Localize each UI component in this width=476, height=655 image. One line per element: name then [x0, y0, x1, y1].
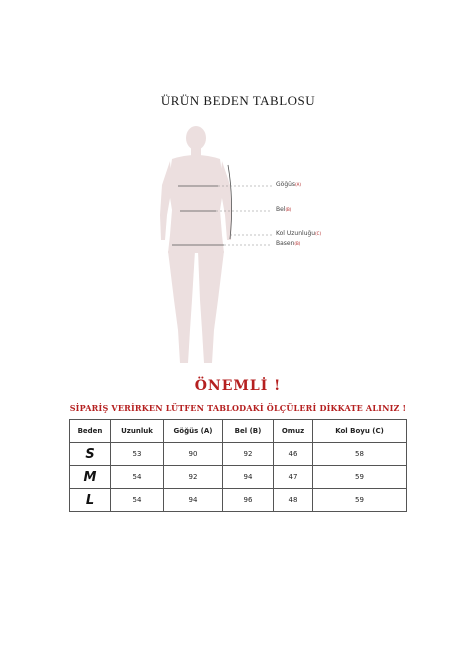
- table-cell: 90: [164, 443, 223, 466]
- table-cell: 94: [223, 466, 274, 489]
- page-title: ÜRÜN BEDEN TABLOSU: [160, 93, 316, 108]
- table-cell: 59: [313, 466, 407, 489]
- table-cell: 92: [223, 443, 274, 466]
- table-cell: 59: [313, 489, 407, 512]
- important-heading: ÖNEMLİ !: [194, 378, 282, 394]
- size-cell: S: [70, 443, 111, 466]
- table-row: [70, 489, 407, 512]
- table-row: [70, 466, 407, 489]
- table-header-row: [70, 420, 407, 443]
- measurement-label-hip: Basen(B): [276, 240, 301, 247]
- table-cell: 54: [111, 489, 164, 512]
- column-header: Kol Boyu (C): [313, 420, 407, 443]
- table-cell: 54: [111, 466, 164, 489]
- silhouette-icon: [160, 126, 232, 363]
- table-cell: 46: [274, 443, 313, 466]
- table-cell: 96: [223, 489, 274, 512]
- measurement-label-waist: Bel(B): [276, 206, 292, 213]
- table-cell: 53: [111, 443, 164, 466]
- size-table: [69, 419, 407, 512]
- table-row: [70, 443, 407, 466]
- column-header: Bel (B): [223, 420, 274, 443]
- table-cell: 94: [164, 489, 223, 512]
- measurement-label-chest: Göğüs(A): [276, 181, 301, 188]
- column-header: Beden: [70, 420, 111, 443]
- order-warning-text: SİPARİŞ VERİRKEN LÜTFEN TABLODAKİ ÖLÇÜLERİ DİKKATE ALINIZ !: [69, 403, 407, 413]
- measurement-label-sleeve: Kol Uzunluğu(C): [276, 230, 322, 237]
- column-header: Omuz: [274, 420, 313, 443]
- size-cell: L: [70, 489, 111, 512]
- table-cell: 47: [274, 466, 313, 489]
- body-silhouette-diagram: [150, 125, 290, 370]
- column-header: Göğüs (A): [164, 420, 223, 443]
- table-cell: 92: [164, 466, 223, 489]
- table-cell: 58: [313, 443, 407, 466]
- table-cell: 48: [274, 489, 313, 512]
- column-header: Uzunluk: [111, 420, 164, 443]
- size-cell: M: [70, 466, 111, 489]
